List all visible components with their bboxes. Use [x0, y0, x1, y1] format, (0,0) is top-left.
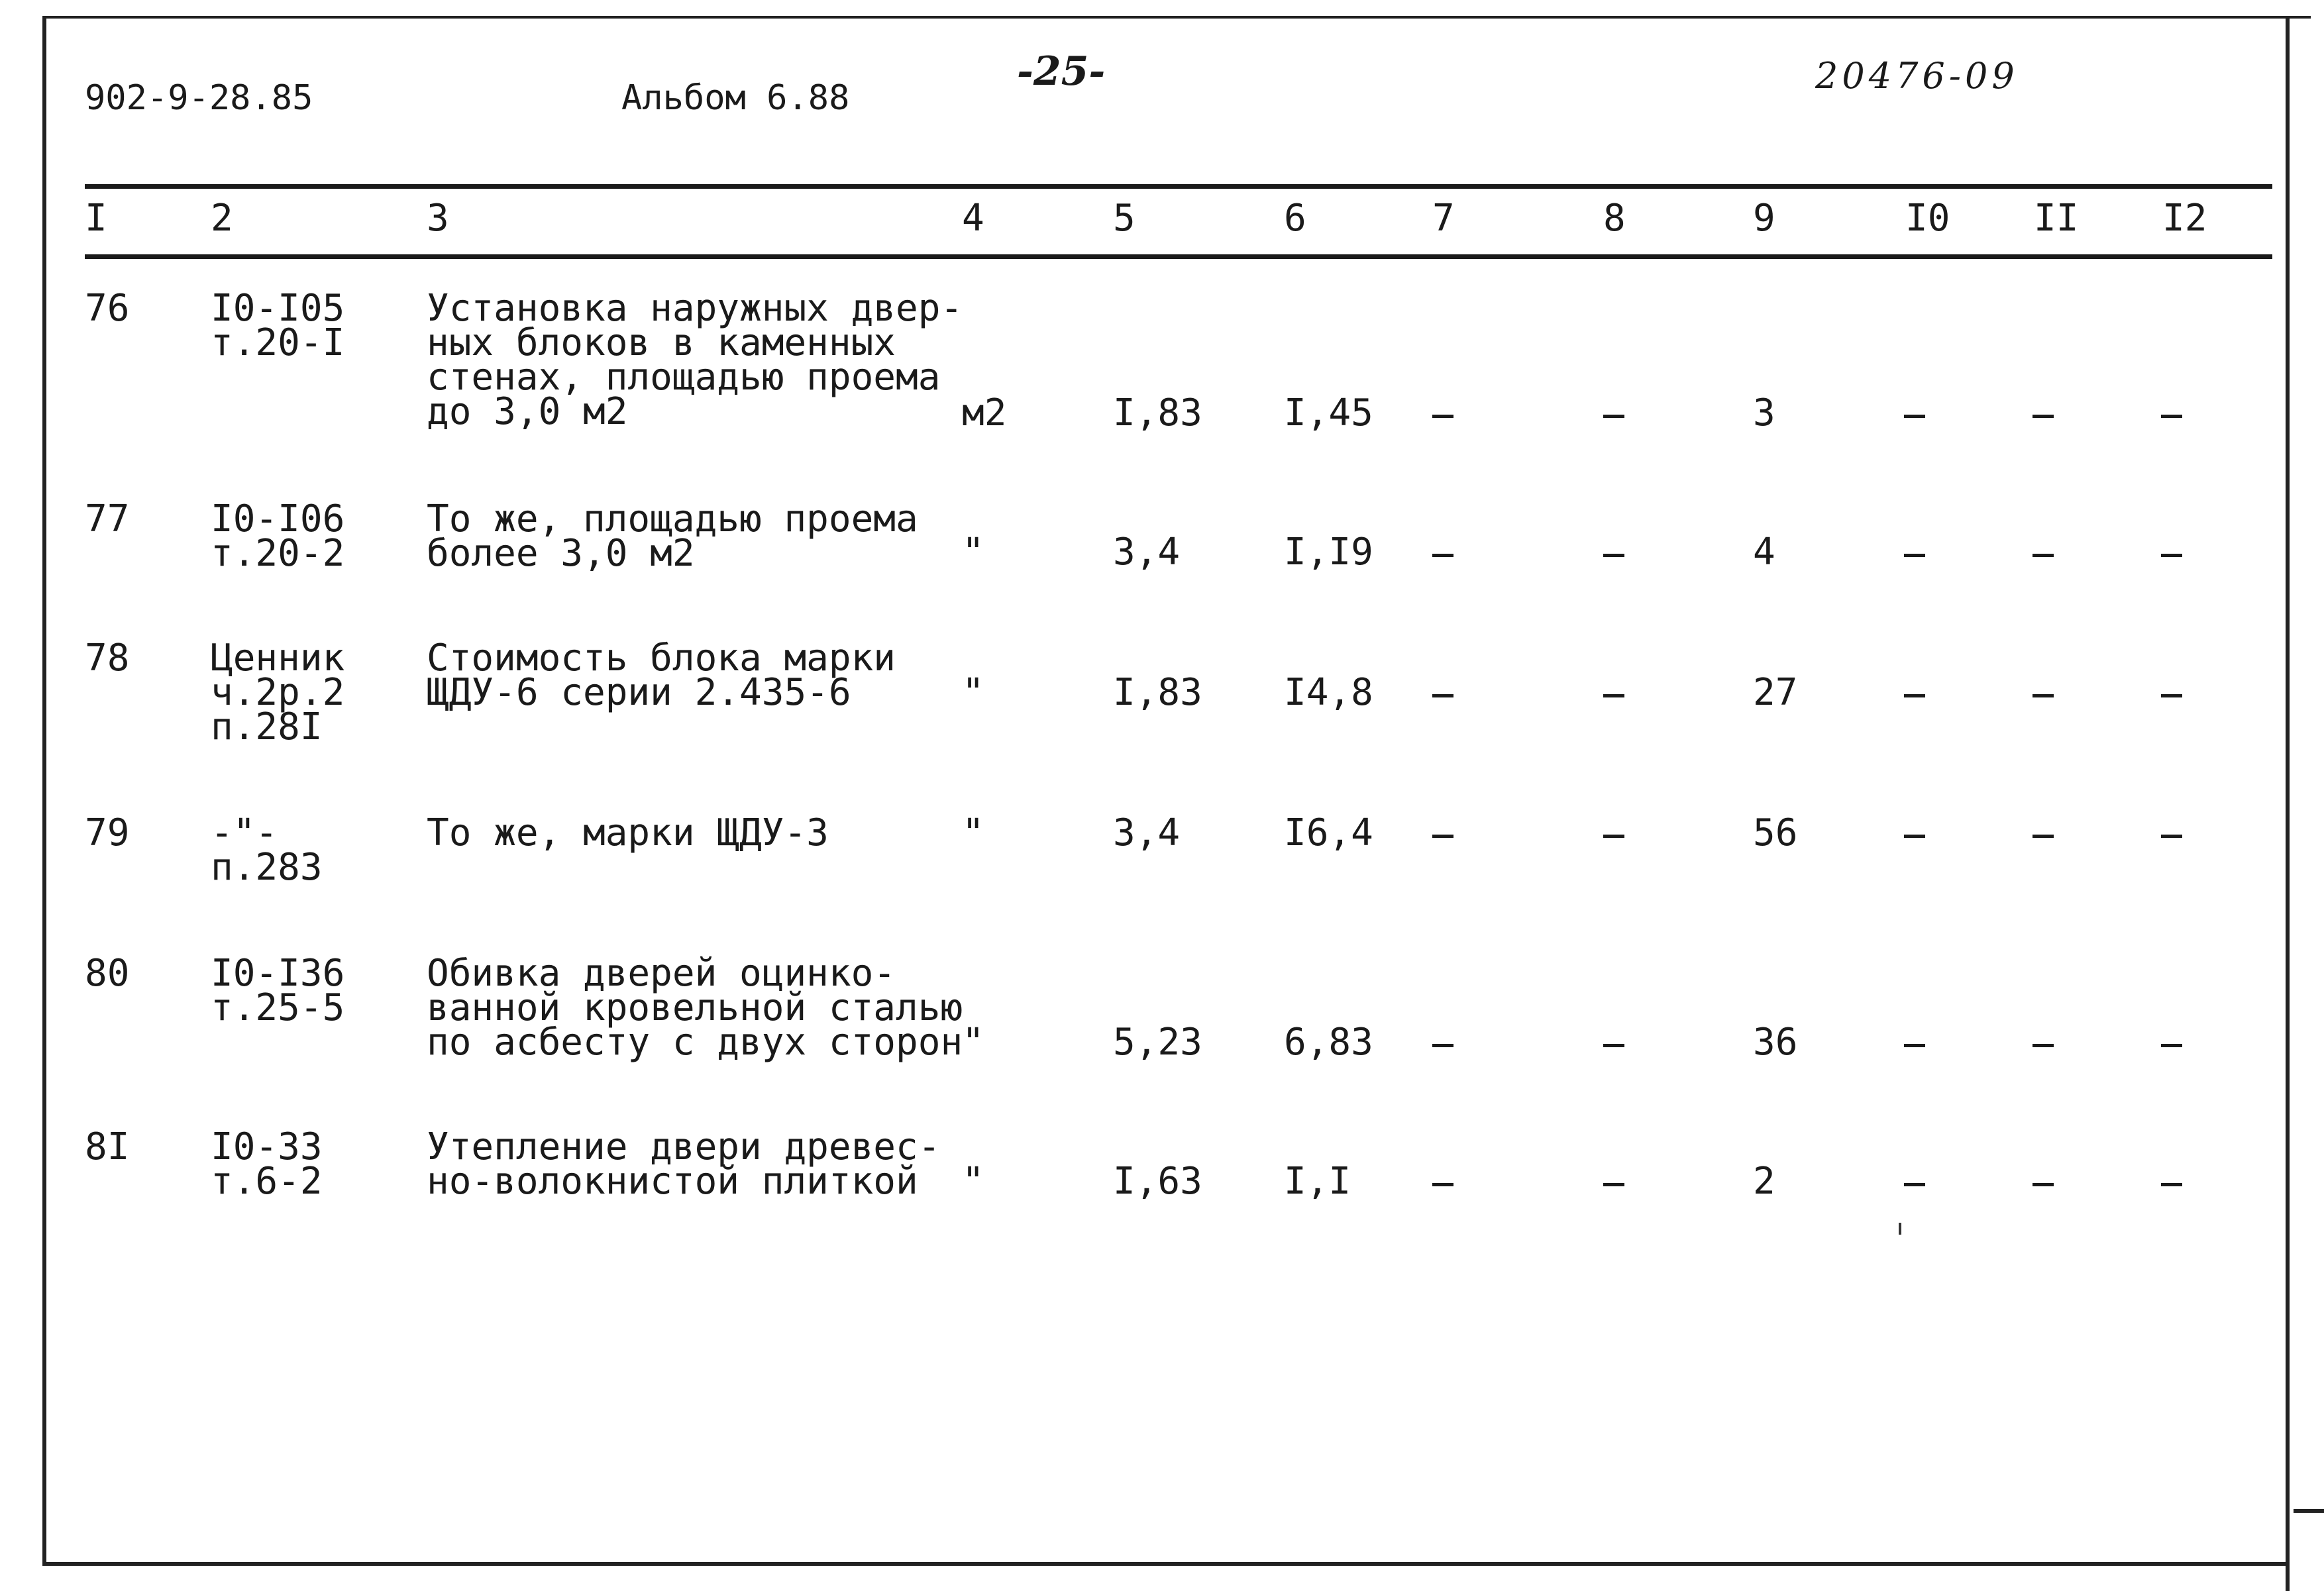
row-value-dash [2161, 396, 2188, 436]
row-norm-code: I0-I36 т.25-5 [211, 952, 345, 1029]
column-header: 8 [1603, 197, 1626, 240]
row-value: I,83 [1113, 671, 1202, 714]
dash-mark [1904, 1183, 1925, 1186]
row-value: I,83 [1113, 391, 1202, 435]
row-number: 76 [85, 287, 130, 330]
row-value-dash [2033, 396, 2059, 436]
row-value-dash [2161, 816, 2188, 856]
row-unit: м2 [962, 391, 1007, 435]
dash-mark [1432, 415, 1453, 418]
row-number: 78 [85, 637, 130, 680]
dash-mark [1603, 415, 1624, 418]
row-description: Стоимость блока марки ЩДУ-6 серии 2.435-6 [427, 637, 896, 714]
row-value-dash [2161, 1025, 2188, 1065]
row-value: 6,83 [1284, 1021, 1373, 1064]
row-value-dash [2161, 676, 2188, 715]
dash-mark [1904, 415, 1925, 418]
column-header: 9 [1753, 197, 1775, 240]
row-value: 4 [1753, 531, 1775, 574]
row-value-dash [2033, 1025, 2059, 1065]
row-value-dash [1603, 396, 1630, 436]
row-unit: " [962, 1160, 984, 1203]
row-description: Обивка дверей оцинко- ванной кровельной сталью по асбесту с двух сторон [427, 952, 963, 1064]
row-value: I,I [1284, 1160, 1351, 1203]
frame-bottom-border [42, 1562, 2290, 1566]
dash-mark [2161, 835, 2182, 838]
dash-mark [2033, 415, 2054, 418]
dash-mark [2033, 694, 2054, 697]
row-value-dash [1432, 396, 1459, 436]
row-value-dash [1603, 676, 1630, 715]
dash-mark [1603, 694, 1624, 697]
row-value-dash [1904, 676, 1930, 715]
row-value: 27 [1753, 671, 1798, 714]
row-norm-code: I0-I05 т.20-I [211, 287, 345, 364]
row-description: Установка наружных двер- ных блоков в каменных стенах, площадью проема до 3,0 м2 [427, 287, 963, 433]
row-value-dash [1432, 1025, 1459, 1065]
row-value: I4,8 [1284, 671, 1373, 714]
row-value: I,63 [1113, 1160, 1202, 1203]
row-unit: " [962, 811, 984, 854]
row-value-dash [2033, 1164, 2059, 1204]
row-value-dash [1432, 535, 1459, 575]
row-value-dash [1904, 1164, 1930, 1204]
dash-mark [2033, 835, 2054, 838]
doc-number: 20476-09 [1815, 55, 2019, 97]
dash-mark [2033, 1044, 2054, 1047]
row-value: I6,4 [1284, 811, 1373, 854]
frame-edge-tick [2294, 1509, 2324, 1513]
row-value-dash [1904, 816, 1930, 856]
row-value-dash [1432, 1164, 1459, 1204]
dash-mark [1904, 1044, 1925, 1047]
doc-code: 902-9-28.85 [85, 78, 313, 118]
row-value-dash [2033, 535, 2059, 575]
row-value-dash [2161, 535, 2188, 575]
row-value: 56 [1753, 811, 1798, 854]
dash-mark [2161, 694, 2182, 697]
row-value-dash [1603, 535, 1630, 575]
row-norm-code: Ценник ч.2р.2 п.28I [211, 637, 345, 748]
row-norm-code: -"- п.283 [211, 811, 323, 889]
column-header: I2 [2162, 197, 2207, 240]
dash-mark [1904, 554, 1925, 557]
row-norm-code: I0-I06 т.20-2 [211, 497, 345, 575]
column-header: II [2034, 197, 2079, 240]
frame-left-border [42, 16, 46, 1566]
column-header: 2 [211, 197, 233, 240]
row-description: То же, марки ЩДУ-3 [427, 811, 829, 854]
row-value: I,I9 [1284, 531, 1373, 574]
page-number: -25- [1017, 48, 1106, 95]
row-description: Утепление двери древес- но-волокнистой плиткой [427, 1125, 941, 1203]
column-header: 7 [1432, 197, 1455, 240]
dash-mark [2033, 554, 2054, 557]
column-header: 5 [1113, 197, 1136, 240]
dash-mark [1603, 554, 1624, 557]
row-value-dash [1904, 396, 1930, 436]
row-unit: " [962, 1021, 984, 1064]
dash-mark [2033, 1183, 2054, 1186]
row-number: 8I [85, 1125, 130, 1168]
dash-mark [1432, 835, 1453, 838]
dash-mark [1603, 835, 1624, 838]
row-value-dash [2161, 1164, 2188, 1204]
dash-mark [1904, 694, 1925, 697]
row-value: 5,23 [1113, 1021, 1202, 1064]
row-value-dash [1432, 676, 1459, 715]
row-value-dash [1603, 1025, 1630, 1065]
stray-mark [1899, 1223, 1901, 1235]
row-value-dash [1904, 1025, 1930, 1065]
row-value-dash [2033, 816, 2059, 856]
row-value: 36 [1753, 1021, 1798, 1064]
frame-top-border [42, 16, 2311, 19]
dash-mark [1603, 1183, 1624, 1186]
row-unit: " [962, 531, 984, 574]
frame-right-border [2286, 16, 2290, 1591]
row-value-dash [1603, 816, 1630, 856]
dash-mark [1603, 1044, 1624, 1047]
column-header: I0 [1905, 197, 1950, 240]
dash-mark [1432, 554, 1453, 557]
column-header: 6 [1284, 197, 1306, 240]
dash-mark [1432, 694, 1453, 697]
album-label: Альбом 6.88 [621, 78, 850, 118]
table-header-top-rule [85, 184, 2272, 189]
row-value-dash [1432, 816, 1459, 856]
dash-mark [1904, 835, 1925, 838]
column-header: 4 [962, 197, 984, 240]
row-norm-code: I0-33 т.6-2 [211, 1125, 323, 1203]
table-header-bottom-rule [85, 254, 2272, 259]
row-value: 3,4 [1113, 811, 1181, 854]
dash-mark [2161, 1044, 2182, 1047]
column-header: 3 [427, 197, 449, 240]
row-number: 79 [85, 811, 130, 854]
row-value: I,45 [1284, 391, 1373, 435]
row-description: То же, площадью проема более 3,0 м2 [427, 497, 918, 575]
dash-mark [2161, 415, 2182, 418]
dash-mark [1432, 1044, 1453, 1047]
row-value-dash [1904, 535, 1930, 575]
row-value: 3 [1753, 391, 1775, 435]
column-header: I [85, 197, 107, 240]
row-value-dash [2033, 676, 2059, 715]
row-unit: " [962, 671, 984, 714]
dash-mark [1432, 1183, 1453, 1186]
row-value: 2 [1753, 1160, 1775, 1203]
row-number: 80 [85, 952, 130, 995]
dash-mark [2161, 1183, 2182, 1186]
row-number: 77 [85, 497, 130, 540]
row-value-dash [1603, 1164, 1630, 1204]
row-value: 3,4 [1113, 531, 1181, 574]
dash-mark [2161, 554, 2182, 557]
